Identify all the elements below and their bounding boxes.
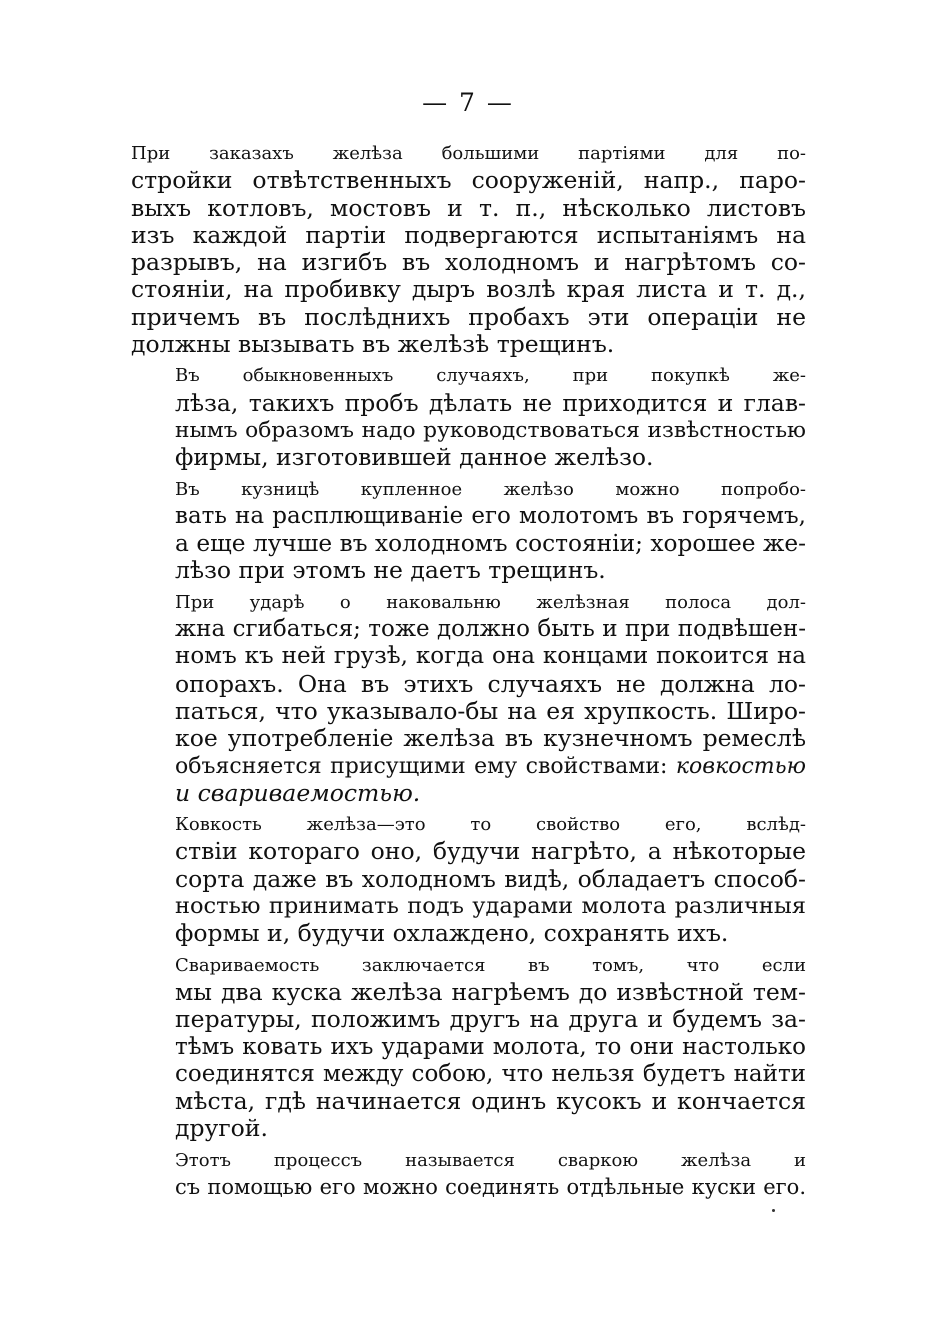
text-line: лѣза, такихъ пробъ дѣлать не приходится и глав- [175, 388, 806, 417]
text-line: вать на расплющиваніе его молотомъ въ горячемъ, [175, 502, 806, 529]
text-line: Свариваемость заключается въ томъ, что если [175, 954, 806, 976]
text-line: Этотъ процессъ называется сваркою желѣза и [175, 1149, 806, 1171]
page-number: — 7 — [422, 88, 514, 117]
text-line: нымъ образомъ надо руководствоваться извѣстностью [175, 417, 806, 443]
text-line: номъ къ ней грузѣ, когда она концами покоится на [175, 643, 806, 670]
paragraph-7 [131, 1147, 806, 1202]
paragraph-2 [131, 362, 806, 471]
print-speck [772, 1209, 775, 1212]
text-line: мѣста, гдѣ начинается одинъ кусокъ и кончается [175, 1087, 806, 1116]
italic-term: ковкостью [675, 753, 806, 779]
text-line: разрывъ, на изгибъ въ холодномъ и нагрѣтомъ со- [131, 248, 806, 277]
text-line: кое употребленіе желѣза въ кузнечномъ ремеслѣ [175, 724, 806, 753]
body-text [131, 140, 806, 1205]
text-line: тѣмъ ковать ихъ ударами молота, то они настолько [175, 1033, 806, 1060]
paragraph-1 [131, 140, 806, 358]
text-line: фирмы, изготовившей данное желѣзо. [175, 443, 654, 472]
text-line: формы и, будучи охлаждено, сохранять ихъ. [175, 919, 729, 948]
paragraph-3 [131, 476, 806, 585]
text-line: При ударѣ о наковальню желѣзная полоса дол- [175, 591, 806, 613]
italic-text-line [131, 780, 806, 807]
text-line: изъ каждой партіи подвергаются испытаніямъ на [131, 220, 806, 249]
text-line: опорахъ. Она въ этихъ случаяхъ не должна ло- [175, 669, 806, 698]
text-line: лѣзо при этомъ не даетъ трещинъ. [175, 556, 606, 585]
text-line: паться, что указывало-бы на ея хрупкость. Широ- [175, 696, 806, 725]
text-line-with-italic [131, 753, 806, 780]
text-line: При заказахъ желѣза большими партіями для по- [131, 143, 806, 164]
text-line: Въ обыкновенныхъ случаяхъ, при покупкѣ же- [175, 365, 806, 387]
text-line: Въ кузницѣ купленное желѣзо можно попробо- [175, 478, 806, 500]
italic-term: и свариваемостью. [175, 778, 421, 807]
text-line: мы два куска желѣза нагрѣемъ до извѣстной тем- [175, 977, 806, 1006]
text-line: Ковкость желѣза—это то свойство его, вслѣд- [175, 814, 806, 836]
text-line: пературы, положимъ другъ на друга и будемъ за- [175, 1005, 806, 1034]
text-line: причемъ въ послѣднихъ пробахъ эти операціи не [131, 302, 806, 331]
text-line: сорта даже въ холодномъ видѣ, обладаетъ способ- [175, 864, 806, 893]
text-line: стройки отвѣтственныхъ сооруженій, напр., паро- [131, 166, 806, 195]
paragraph-6 [131, 952, 806, 1143]
text-line: жна сгибаться; тоже должно быть и при подвѣшен- [175, 616, 806, 643]
paragraph-5 [131, 811, 806, 947]
text-fragment: объясняется присущими ему свойствами: [175, 753, 676, 779]
text-line: другой. [175, 1114, 268, 1143]
text-line: ностью принимать подъ ударами молота различныя [175, 893, 806, 920]
text-line: стояніи, на пробивку дыръ возлѣ края листа и т. д., [131, 275, 806, 304]
text-line: должны вызывать въ желѣзѣ трещинъ. [131, 330, 615, 359]
text-line: а еще лучше въ холодномъ состояніи; хорошее же- [175, 530, 806, 558]
text-line: ствіи котораго оно, будучи нагрѣто, а нѣкоторые [175, 837, 806, 866]
text-line: выхъ котловъ, мостовъ и т. п., нѣсколько листовъ [131, 193, 806, 222]
text-line: соединятся между собою, что нельзя будетъ найти [175, 1060, 806, 1087]
text-line: съ помощью его можно соединять отдѣльные куски его. [175, 1174, 806, 1199]
paragraph-4 [131, 589, 806, 807]
